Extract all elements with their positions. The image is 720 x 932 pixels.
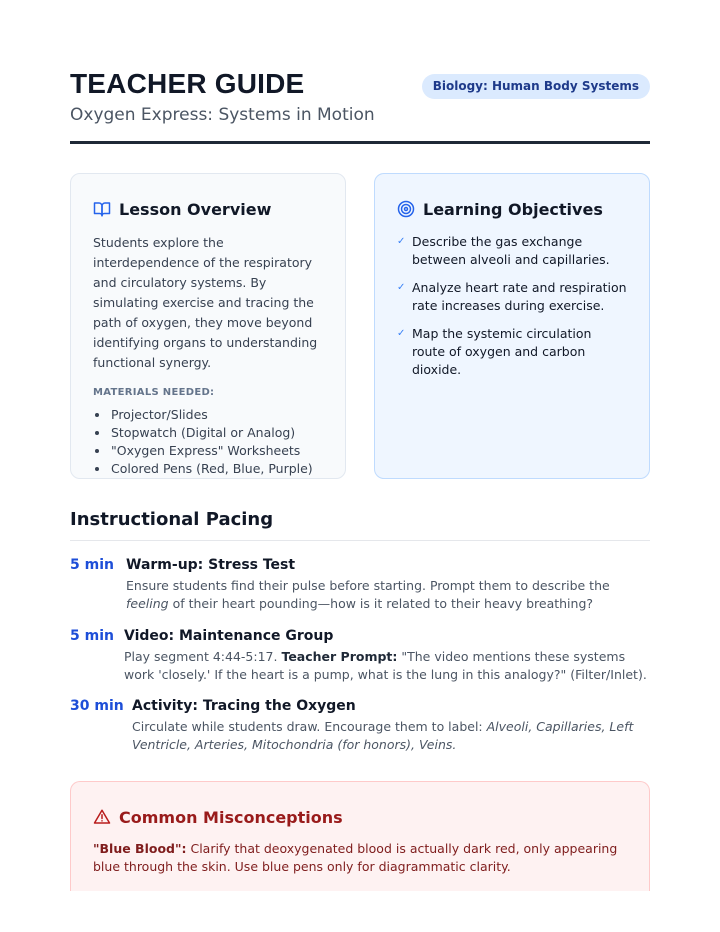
pacing-time: 5 min [70, 628, 114, 644]
header-divider [70, 141, 650, 144]
check-icon: ✓ [397, 328, 406, 339]
pacing-description: Ensure students find their pulse before starting. Prompt them to describe the feeling of their heart pounding—how is it related to their heavy breathing? [126, 578, 610, 611]
target-icon [397, 200, 415, 218]
pacing-section-title: Instructional Pacing [70, 509, 274, 530]
learning-objectives-title: Learning Objectives [423, 199, 603, 219]
warning-triangle-icon [93, 808, 111, 826]
lesson-overview-card [70, 173, 346, 479]
pacing-time: 5 min [70, 557, 114, 573]
objective-item: ✓ Describe the gas exchange between alveoli and capillaries. [397, 234, 610, 267]
page-subtitle: Oxygen Express: Systems in Motion [70, 105, 375, 125]
learning-objectives-card [374, 173, 650, 479]
materials-label: MATERIALS NEEDED: [93, 387, 215, 398]
subject-badge: Biology: Human Body Systems [422, 74, 650, 99]
objectives-list [397, 233, 627, 379]
pacing-title: Warm-up: Stress Test [126, 557, 296, 573]
objective-item: ✓ Map the systemic circulation route of oxygen and carbon dioxide. [397, 326, 592, 377]
list-item: Stopwatch (Digital or Analog) [93, 424, 323, 442]
check-icon: ✓ [397, 282, 406, 293]
list-item: "Oxygen Express" Worksheets [93, 442, 323, 460]
objective-item: ✓ Analyze heart rate and respiration rate increases during exercise. [397, 280, 627, 313]
guide-header [70, 68, 650, 146]
misconceptions-title: Common Misconceptions [119, 807, 343, 827]
list-item: Colored Pens (Red, Blue, Purple) [93, 460, 323, 478]
lesson-overview-text: Students explore the interdependence of the respiratory and circulatory systems. By simulating exercise and tracing the path of oxygen, they move beyond identifying organs to understanding functional synergy. [93, 235, 318, 370]
page-title: TEACHER GUIDE [70, 68, 305, 99]
misconception-text: "Blue Blood": Clarify that deoxygenated blood is actually dark red, only appearing blue through the skin. Use blue pens only for diagrammatic clarity. [93, 841, 618, 874]
open-book-icon [93, 200, 111, 218]
pacing-title: Video: Maintenance Group [124, 628, 334, 644]
materials-list [93, 406, 323, 478]
pacing-title: Activity: Tracing the Oxygen [132, 698, 356, 714]
list-item: Projector/Slides [93, 406, 323, 424]
pacing-time: 30 min [70, 698, 124, 714]
misconceptions-box [70, 781, 650, 891]
pacing-divider [70, 540, 650, 541]
pacing-description: Circulate while students draw. Encourage them to label: Alveoli, Capillaries, Left Ventricle, Arteries, Mitochondria (for honors), Veins. [132, 719, 634, 752]
check-icon: ✓ [397, 236, 406, 247]
pacing-description: Play segment 4:44-5:17. Teacher Prompt: "The video mentions these systems work 'closely.' If the heart is a pump, what is the lung in this analogy?" (Filter/Inlet). [124, 649, 647, 682]
lesson-overview-title: Lesson Overview [119, 199, 272, 219]
